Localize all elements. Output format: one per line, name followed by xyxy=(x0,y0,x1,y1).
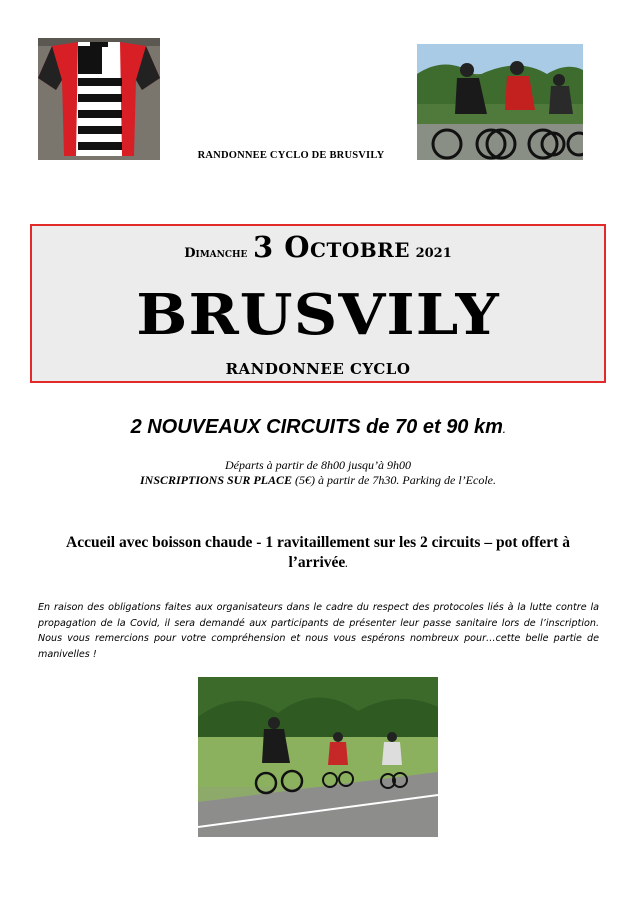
jersey-photo xyxy=(38,38,160,160)
city-title: BRUSVILY xyxy=(136,282,500,348)
title-banner xyxy=(30,224,606,383)
header-title xyxy=(0,150,636,161)
covid-notice: En raison des obligations faites aux organisateurs dans le cadre du respect des protocoles liés à la lutte contre la propagation de la Covid, il sera demandé aux participants de présenter leur passe sanitaire lors de l’inscription. Nous vous remercions pour votre compréhension et nous vous espérons nombreux pour…cette belle partie de manivelles ! xyxy=(38,602,599,660)
inscriptions-rest: (5€) à partir de 7h30. Parking de l’Ecole. xyxy=(292,473,496,487)
header-title-text: RANDONNEE CYCLO DE BRUSVILY xyxy=(197,150,385,161)
riders-photo xyxy=(417,44,583,160)
accueil-suffix: . xyxy=(345,559,348,569)
accueil-text xyxy=(38,533,598,574)
circuits-text: 2 NOUVEAUX CIRCUITS de 70 et 90 km xyxy=(130,416,503,438)
circuits-heading xyxy=(0,416,636,439)
inscriptions-line xyxy=(0,473,636,488)
circuits-suffix: . xyxy=(502,425,506,435)
year-label: 2021 xyxy=(415,246,452,261)
accueil-main: Accueil avec boisson chaude - 1 ravitaillement sur les 2 circuits – pot offert à l’arrivée xyxy=(66,534,570,571)
inscriptions-bold: INSCRIPTIONS SUR PLACE xyxy=(139,473,293,487)
event-subtitle: RANDONNEE CYCLO xyxy=(225,360,411,378)
date-label: 3 Octobre xyxy=(252,230,411,264)
road-cyclists-photo xyxy=(198,677,438,837)
date-line xyxy=(32,230,604,264)
departs-line: Départs à partir de 8h00 jusqu’à 9h00 xyxy=(225,458,411,472)
day-label: Dimanche xyxy=(184,246,248,261)
